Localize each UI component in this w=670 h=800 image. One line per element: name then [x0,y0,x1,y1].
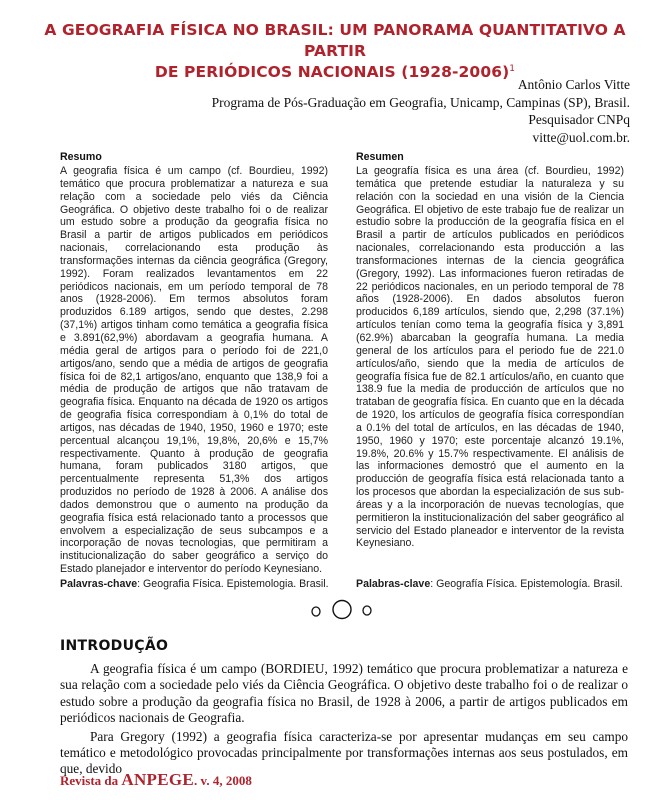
resumo-heading: Resumo [60,151,102,163]
ornament-large-circle [333,601,351,619]
palabras-clave [356,578,623,591]
footer-prefix: Revista da [60,773,122,788]
resumo-column [60,151,328,576]
section-divider-ornament [305,597,375,623]
introduction-paragraph-2: Para Gregory (1992) a geografia física caracteriza-se por apresentar mudanças em seu campo temático e metodológico provocadas principalmente por transformações internas aos seus postulados, em que, devido [60,728,628,777]
footer-journal-name: ANPEGE [121,770,195,789]
introduction-heading: INTRODUÇÃO [60,638,169,654]
introduction-paragraph-1: A geografia física é um campo (BORDIEU, 1992) temático que procura problematizar a natureza e sua relação com a sociedade pelo viés da Ciência Geográfica. O objetivo deste trabalho foi o de realizar o estudo sobre a produção da geografia física no Brasil, de 1928 à 2006, a partir de artigos publicados em periódicos nacionais de Geografia. [60,661,628,726]
resumen-column [356,151,624,550]
footer-volume: . v. 4, 2008 [194,773,252,788]
journal-footer [60,770,252,790]
palavras-chave-values: : Geografia Física. Epistemologia. Brasil. [137,578,329,590]
palabras-clave-values: : Geografía Física. Epistemología. Brasil. [430,578,623,590]
title-footnote-mark[interactable]: 1 [509,63,516,74]
resumen-heading: Resumen [356,151,404,163]
ornament-small-circle-left [312,607,320,616]
author-name: Antônio Carlos Vitte [517,77,630,92]
resumen-text: La geografía física es una área (cf. Bourdieu, 1992) temática que pretende estudiar la naturaleza y su relación con la sociedad en una visión de la Ciencia Geográfica. El objetivo de este trabajo fue de realizar un estudio sobre la producción de la geografía física en el Brasil a partir de artículos publicados en periódicos nacionales, correlacionando esta producción a las transformaciones internas de la ciencia geográfica (Gregory, 1992). Las informaciones fueron retiradas de 22 periódicos nacionales, en un periodo temporal de 78 años (1928-2006). En dados absolutos fueron producidos 6,189 artículos, siendo que, 2,298 (37.1%) artículos tenían como tema la geografía física y 3,891 (62.9%) abarcaban la geografía humana. La media general de los artículos para el periodo fue de 221.0 artículos/año, siendo que la media de artículos de geografía física fue de 82.1 artículos/año, en cuanto que 138.9 fue la media de producción de artículos que no trataban de geografía física. En cuanto que en la década de 1920, los artículos de geografía física correspondían a 0.1% del total de artículos, en las décadas de 1940, 1950, 1960 y 1970; este porcentaje alcanzó 19.1%, 19.8%, 20.6% y 15.7% respectivamente. El análisis de las informaciones demostró que el aumento en la producción de geografía física está relacionada tanto a los procesos que abordan la especialización de sus sub-áreas y a la incorporación de nuevas tecnologías, que permitieron la institucionalización del saber geográfico al servicio del Estado planeador e interventor de la revista Keynesiano. [356,165,624,550]
palavras-chave-label: Palavras-chave [60,578,138,590]
title-line-1: A GEOGRAFIA FÍSICA NO BRASIL: UM PANORAMA QUANTITATIVO A PARTIR [44,21,626,60]
author-role: Pesquisador CNPq [528,112,630,127]
author-email[interactable]: vitte@uol.com.br. [532,129,630,145]
palabras-clave-label: Palabras-clave [356,578,431,590]
palavras-chave [60,578,329,591]
author-block [30,76,630,146]
resumo-text: A geografia física é um campo (cf. Bourdieu, 1992) temático que procura problematizar a natureza e sua relação com a sociedade pelo viés da Ciência Geográfica. O objetivo deste trabalho foi o de realizar um estudo sobre a produção da geografia física no Brasil a partir de artigos publicados em periódicos nacionais, correlacionando esta produção às transformações internas da ciência geográfica (Gregory, 1992). Foram realizados levantamentos em 22 periódicos nacionais, em um período temporal de 78 anos (1928-2006). Em termos absolutos foram produzidos 6.189 artigos, sendo que destes, 2.298 (37,1%) artigos tinham como temática a geografia física e 3.891(62,9%) abordavam a geografia humana. A média geral de artigos para o período foi de 221,0 artigos/ano, sendo que a média de artigos de geografia física foi de 82,1 artigos/ano, enquanto que 138,9 foi a média de produção de artigos que não tratavam de geografia física. Enquanto na década de 1920 os artigos de geografia física correspondiam à 0,1% do total de artigos, nas décadas de 1940, 1950, 1960 e 1970; este percentual alcançou 19,1%, 19,8%, 20,6% e 15,7% respectivamente. Quanto à produção de geografia humana, foram publicados 3180 artigos, que percentualmente representa 51,3% dos artigos produzidos no período de 1928 à 2006. A análise dos dados demonstrou que o aumento na produção da geografia física está relacionado tanto a processos que envolvem a especialização de seus subcampos e a incorporação de novas tecnologias, que permitiram a institucionalização do saber geográfico a serviço do Estado planejador e interventor do período Keynesiano. [60,165,328,576]
author-program: Programa de Pós-Graduação em Geografia, Unicamp, Campinas (SP), Brasil. [211,94,630,110]
introduction-body [60,661,628,780]
ornament-small-circle-right [363,606,371,615]
title-line-2-text: DE PERIÓDICOS NACIONAIS (1928-2006) [154,63,510,81]
paper-title [20,20,650,83]
